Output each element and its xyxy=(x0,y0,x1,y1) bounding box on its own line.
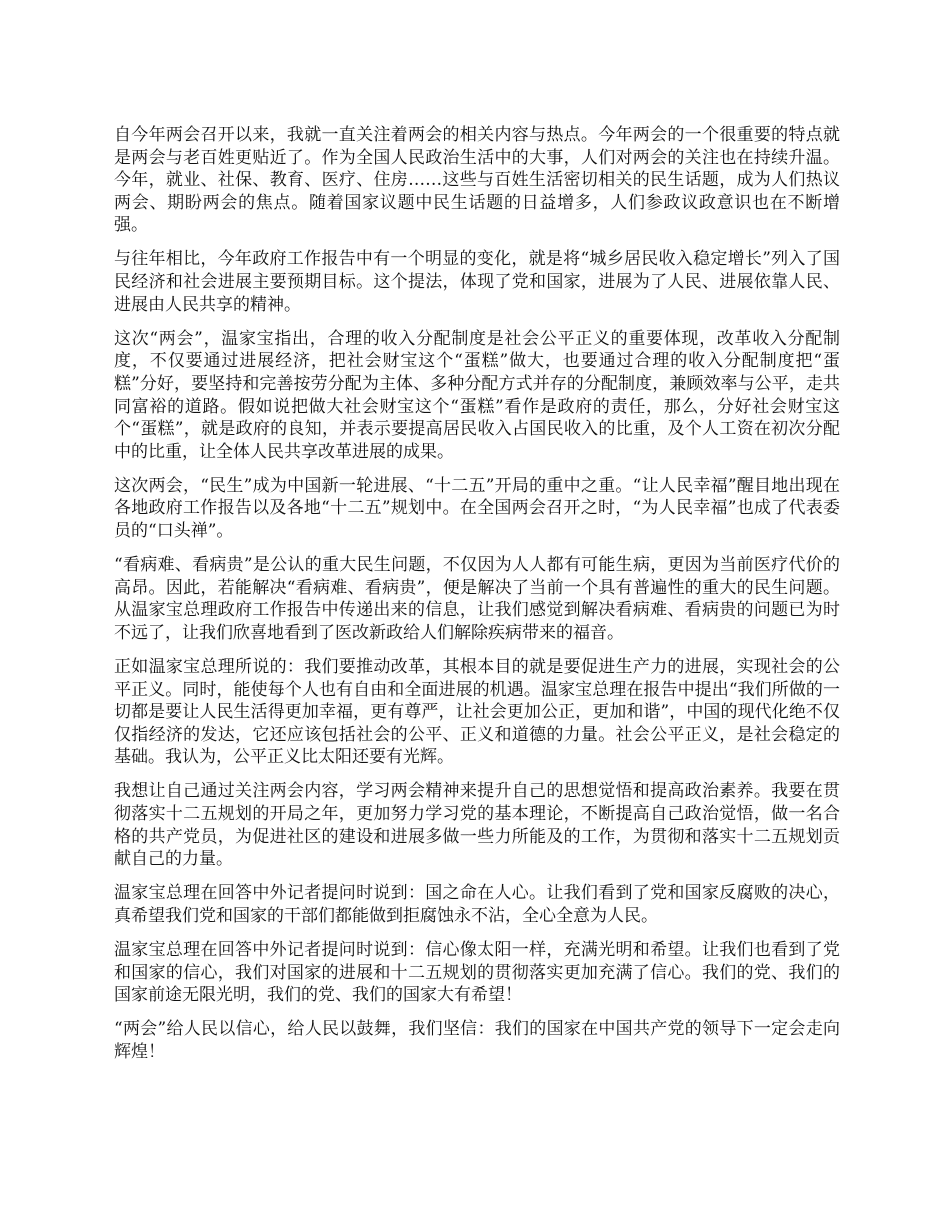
paragraph: “看病难、看病贵”是公认的重大民生问题，不仅因为人人都有可能生病，更因为当前医疗代价的高昂。因此，若能解决“看病难、看病贵”，便是解决了当前一个具有普遍性的重大的民生问题。从温家宝总理政府工作报告中传递出来的信息，让我们感觉到解决看病难、看病贵的问题已为时不远了，让我们欣喜地看到了医改新政给人们解除疾病带来的福音。 xyxy=(114,555,840,643)
paragraph: 自今年两会召开以来，我就一直关注着两会的相关内容与热点。今年两会的一个很重要的特点就是两会与老百姓更贴近了。作为全国人民政治生活中的大事，人们对两会的关注也在持续升温。今年，就业、社保、教育、医疗、住房……这些与百姓生活密切相关的民生话题，成为人们热议两会、期盼两会的焦点。随着国家议题中民生话题的日益增多，人们参政议政意识也在不断增强。 xyxy=(114,125,840,236)
paragraph: “两会”给人民以信心，给人民以鼓舞，我们坚信：我们的国家在中国共产党的领导下一定会走向辉煌！ xyxy=(114,1019,840,1062)
document-body xyxy=(114,124,840,1075)
paragraph: 与往年相比，今年政府工作报告中有一个明显的变化，就是将“城乡居民收入稳定增长”列入了国民经济和社会进展主要预期目标。这个提法，体现了党和国家，进展为了人民、进展依靠人民、进展由人民共享的精神。 xyxy=(114,249,840,315)
paragraph: 温家宝总理在回答中外记者提问时说到：信心像太阳一样，充满光明和希望。让我们也看到了党和国家的信心，我们对国家的进展和十二五规划的贯彻落实更加充满了信心。我们的党、我们的国家前途无限光明，我们的党、我们的国家大有希望！ xyxy=(114,940,840,1006)
paragraph: 温家宝总理在回答中外记者提问时说到：国之命在人心。让我们看到了党和国家反腐败的决心，真希望我们党和国家的干部们都能做到拒腐蚀永不沾，全心全意为人民。 xyxy=(114,883,840,926)
paragraph: 这次两会，“民生”成为中国新一轮进展、“十二五”开局的重中之重。“让人民幸福”醒目地出现在各地政府工作报告以及各地“十二五”规划中。在全国两会召开之时，“为人民幸福”也成了代表委员的“口头禅”。 xyxy=(114,475,840,541)
paragraph: 我想让自己通过关注两会内容，学习两会精神来提升自己的思想觉悟和提高政治素养。我要在贯彻落实十二五规划的开局之年，更加努力学习党的基本理论，不断提高自己政治觉悟，做一名合格的共产党员，为促进社区的建设和进展多做一些力所能及的工作，为贯彻和落实十二五规划贡献自己的力量。 xyxy=(114,781,840,870)
paragraph: 这次“两会”，温家宝指出，合理的收入分配制度是社会公平正义的重要体现，改革收入分配制度，不仅要通过进展经济，把社会财宝这个“蛋糕”做大，也要通过合理的收入分配制度把“蛋糕”分好，要坚持和完善按劳分配为主体、多种分配方式并存的分配制度，兼顾效率与公平，走共同富裕的道路。假如说把做大社会财宝这个“蛋糕”看作是政府的责任，那么，分好社会财宝这个“蛋糕”，就是政府的良知，并表示要提高居民收入占国民收入的比重，及个人工资在初次分配中的比重，让全体人民共享改革进展的成果。 xyxy=(114,328,840,462)
paragraph: 正如温家宝总理所说的：我们要推动改革，其根本目的就是要促进生产力的进展，实现社会的公平正义。同时，能使每个人也有自由和全面进展的机遇。温家宝总理在报告中提出“我们所做的一切都是要让人民生活得更加幸福，更有尊严，让社会更加公正，更加和谐”，中国的现代化绝不仅仅指经济的发达，它还应该包括社会的公平、正义和道德的力量。社会公平正义，是社会稳定的基础。我认为，公平正义比太阳还要有光辉。 xyxy=(114,656,840,768)
